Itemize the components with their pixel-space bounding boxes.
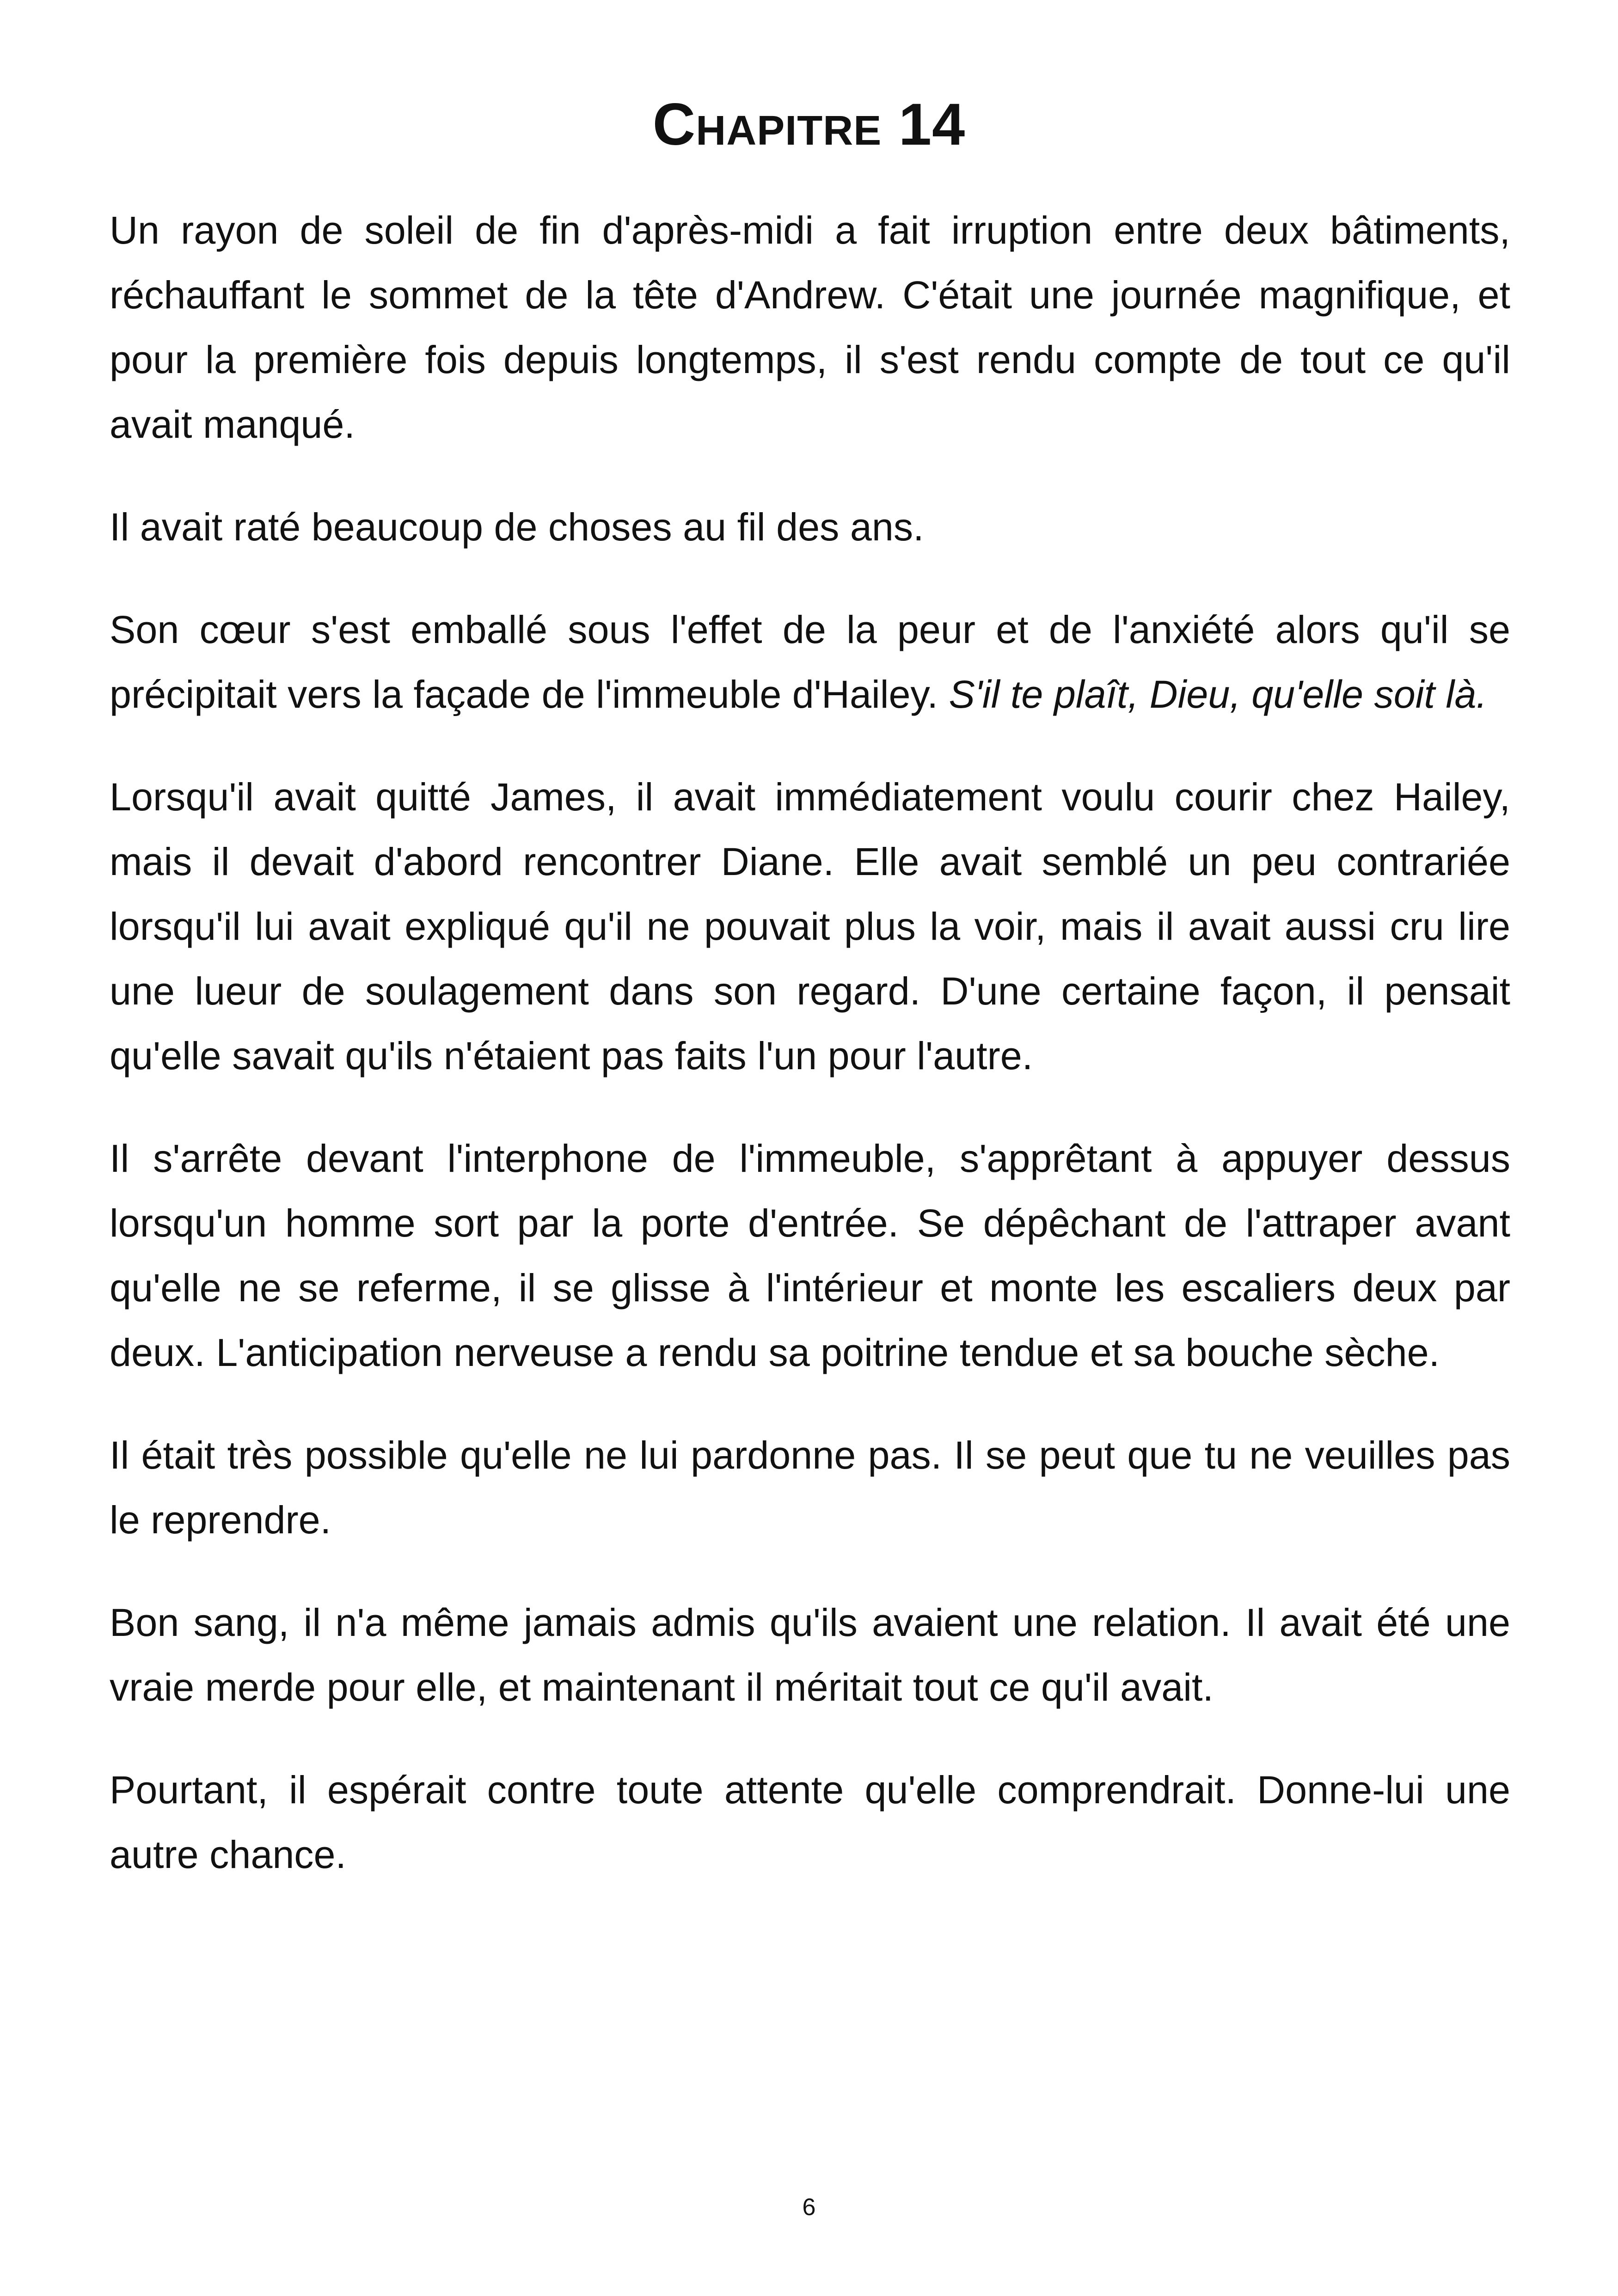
chapter-title: Chapitre 14 bbox=[652, 92, 966, 158]
paragraph-text: Bon sang, il n'a même jamais admis qu'ils avaient une relation. Il avait été une vraie merde pour elle, et maintenant il méritait tout ce qu'il avait. bbox=[110, 1601, 1510, 1709]
paragraph bbox=[110, 198, 1510, 457]
paragraph bbox=[110, 495, 1510, 559]
paragraph-text: Il s'arrête devant l'interphone de l'immeuble, s'apprêtant à appuyer dessus lorsqu'un homme sort par la porte d'entrée. Se dépêchant de l'attraper avant qu'elle ne se referme, il se glisse à l'intérieur et monte les escaliers deux par deux. L'anticipation nerveuse a rendu sa poitrine tendue et sa bouche sèche. bbox=[110, 1137, 1510, 1374]
paragraph-text: Il avait raté beaucoup de choses au fil des ans. bbox=[110, 505, 924, 549]
paragraph bbox=[110, 765, 1510, 1088]
paragraph bbox=[110, 1590, 1510, 1720]
paragraph bbox=[110, 597, 1510, 727]
page-number: 6 bbox=[802, 2194, 816, 2221]
paragraph-text: Il était très possible qu'elle ne lui pardonne pas. Il se peut que tu ne veuilles pas le reprendre. bbox=[110, 1433, 1510, 1542]
paragraph bbox=[110, 1126, 1510, 1385]
paragraph bbox=[110, 1757, 1510, 1887]
italic-thought: S'il te plaît, Dieu, qu'elle soit là. bbox=[949, 673, 1487, 716]
paragraph-text: Son cœur s'est emballé sous l'effet de la peur et de l'anxiété alors qu'il se précipitait vers la façade de l'immeuble d'Hailey. bbox=[110, 608, 1510, 716]
paragraph-text: Un rayon de soleil de fin d'après-midi a fait irruption entre deux bâtiments, réchauffant le sommet de la tête d'Andrew. C'était une journée magnifique, et pour la première fois depuis longtemps, il s'est rendu compte de tout ce qu'il avait manqué. bbox=[110, 208, 1510, 446]
paragraph-text: Pourtant, il espérait contre toute attente qu'elle comprendrait. Donne-lui une autre chance. bbox=[110, 1768, 1510, 1876]
paragraph-text: Lorsqu'il avait quitté James, il avait immédiatement voulu courir chez Hailey, mais il devait d'abord rencontrer Diane. Elle avait semblé un peu contrariée lorsqu'il lui avait expliqué qu'il ne pouvait plus la voir, mais il avait aussi cru lire une lueur de soulagement dans son regard. D'une certaine façon, il pensait qu'elle savait qu'ils n'étaient pas faits l'un pour l'autre. bbox=[110, 775, 1510, 1078]
paragraph bbox=[110, 1423, 1510, 1552]
chapter-body bbox=[110, 198, 1510, 1925]
